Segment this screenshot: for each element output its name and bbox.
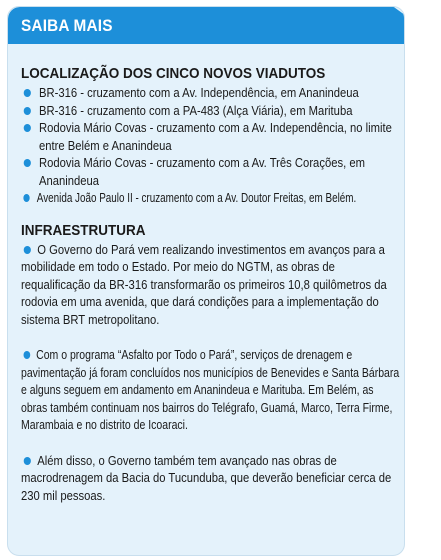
- location-text: Avenida João Paulo II - cruzamento com a Av. Doutor Freitas, em Belém.: [36, 191, 357, 205]
- list-item: [21, 120, 405, 155]
- bullet-icon: [24, 159, 31, 167]
- list-item: [21, 155, 405, 190]
- paragraph-text: Além disso, o Governo também tem avançado nas obras de macrodrenagem da Bacia do Tucunduba, que deverão beneficiar cerca de 230 mil pessoas.: [21, 453, 392, 503]
- header-title: SAIBA MAIS: [21, 17, 113, 35]
- bullet-icon: [24, 89, 31, 97]
- bullet-icon: [23, 194, 29, 202]
- bullet-icon: [24, 351, 31, 359]
- bullet-icon: [24, 107, 31, 115]
- locations-title: LOCALIZAÇÃO DOS CINCO NOVOS VIADUTOS: [21, 65, 326, 82]
- card-header: [8, 7, 404, 44]
- location-text: BR-316 - cruzamento com a Av. Independência, em Ananindeua: [39, 86, 359, 100]
- infra-paragraph: [21, 242, 399, 330]
- location-text: BR-316 - cruzamento com a PA-483 (Alça Viária), em Marituba: [39, 103, 353, 118]
- list-item: [21, 190, 405, 208]
- infra-title: INFRAESTRUTURA: [21, 221, 146, 239]
- paragraph-text: O Governo do Pará vem realizando investimentos em avanços para a mobilidade em todo o Estado. Por meio do NGTM, as obras de requalificação da BR-316 transformarão os primeiros 10,8 quilômetros da rodovia em uma avenida, que dará condições para a implementação do sistema BRT metropolitano.: [21, 242, 387, 327]
- location-text: Rodovia Mário Covas - cruzamento com a Av. Três Corações, em Ananindeua: [39, 156, 365, 188]
- infra-paragraph: [21, 347, 401, 435]
- paragraph-text: Com o programa “Asfalto por Todo o Pará”, serviços de drenagem e pavimentação já foram concluídos nos municípios de Benevides e Santa Bárbara e alguns seguem em andamento em Ananindeua e Marituba. Em Belém, as obras também continuam nos bairros do Telégrafo, Guamá, Marco, Terra Firme, Marambaia e no distrito de Icoaraci.: [21, 348, 400, 432]
- infra-paragraph: [21, 453, 399, 506]
- list-item: [21, 85, 405, 103]
- bullet-icon: [24, 246, 31, 254]
- location-text: Rodovia Mário Covas - cruzamento com a Av. Independência, no limite entre Belém e Ananindeua: [39, 121, 392, 153]
- bullet-icon: [24, 124, 31, 132]
- bullet-icon: [24, 457, 31, 465]
- info-card: [7, 6, 405, 556]
- list-item: [21, 103, 405, 121]
- header-corner: [365, 7, 405, 44]
- card-content: [21, 65, 401, 523]
- locations-list: [21, 85, 401, 208]
